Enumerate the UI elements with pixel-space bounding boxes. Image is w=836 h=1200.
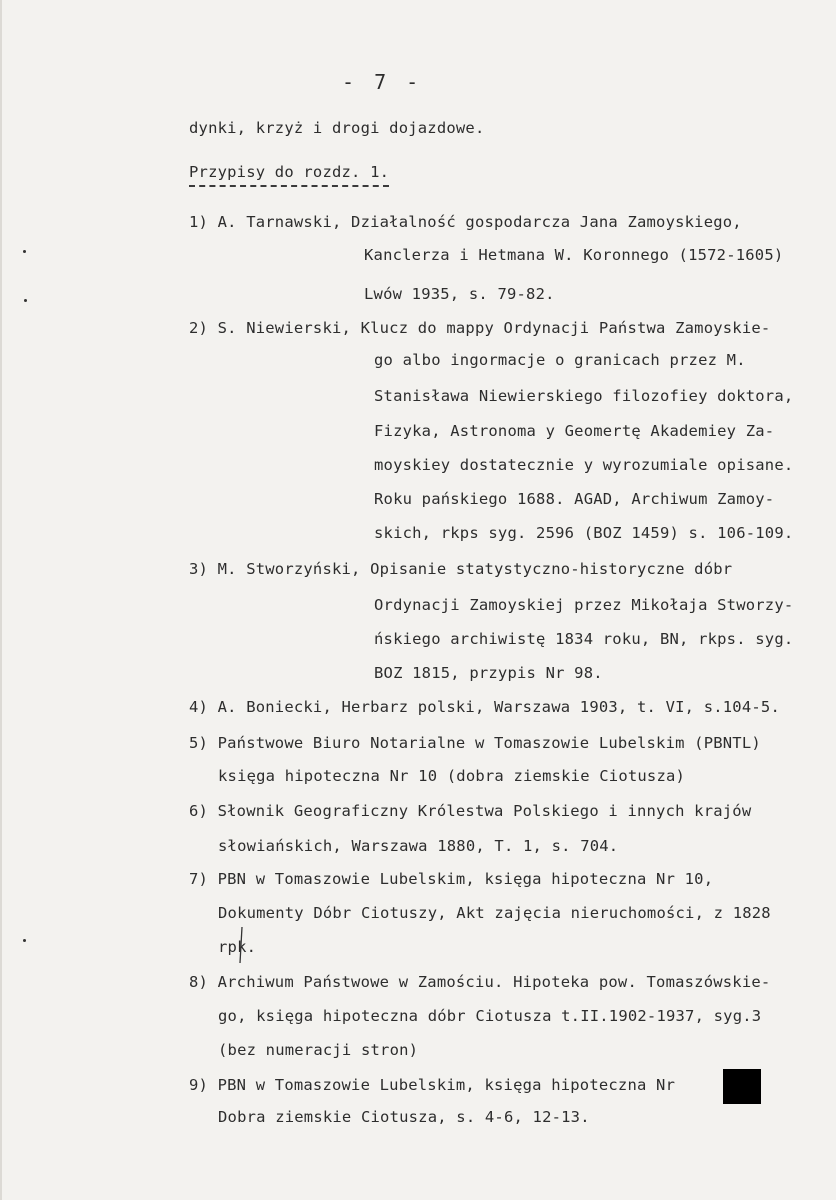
footnote-2-line-6: Roku pańskiego 1688. AGAD, Archiwum Zamoy- (374, 490, 775, 508)
footnote-7-line-2: Dokumenty Dóbr Ciotuszy, Akt zajęcia nieruchomości, z 1828 (218, 904, 771, 922)
footnote-4-line-1: 4) A. Boniecki, Herbarz polski, Warszawa 1903, t. VI, s.104-5. (189, 698, 780, 716)
margin-mark (23, 939, 26, 942)
footnote-9-line-2: Dobra ziemskie Ciotusza, s. 4-6, 12-13. (218, 1108, 590, 1126)
margin-mark (23, 250, 26, 253)
footnote-3-line-1: 3) M. Stworzyński, Opisanie statystyczno-historyczne dóbr (189, 560, 733, 578)
footnote-6-line-1: 6) Słownik Geograficzny Królestwa Polskiego i innych krajów (189, 802, 752, 820)
footnotes-heading: Przypisy do rozdz. 1. (189, 162, 389, 187)
footnote-2-line-5: moyskiey dostatecznie y wyrozumiale opisane. (374, 456, 794, 474)
footnote-7-line-3: rpk. (218, 938, 257, 956)
page-number: - 7 - (342, 70, 423, 94)
footnote-8-line-2: go, księga hipoteczna dóbr Ciotusza t.II.1902-1937, syg.3 (218, 1007, 762, 1025)
footnote-3-line-2: Ordynacji Zamoyskiej przez Mikołaja Stworzy- (374, 596, 794, 614)
footnote-3-line-4: BOZ 1815, przypis Nr 98. (374, 664, 603, 682)
footnote-8-line-3: (bez numeracji stron) (218, 1041, 419, 1059)
handwritten-mark (235, 925, 249, 965)
footnote-5-line-2: księga hipoteczna Nr 10 (dobra ziemskie Ciotusza) (218, 767, 686, 785)
intro-line: dynki, krzyż i drogi dojazdowe. (189, 119, 485, 137)
footnote-5-line-1: 5) Państwowe Biuro Notarialne w Tomaszowie Lubelskim (PBNTL) (189, 734, 761, 752)
footnote-2-line-4: Fizyka, Astronoma y Geomertę Akademiey Za- (374, 422, 775, 440)
footnote-2-line-1: 2) S. Niewierski, Klucz do mappy Ordynacji Państwa Zamoyskie- (189, 319, 771, 337)
footnote-3-line-3: ńskiego archiwistę 1834 roku, BN, rkps. syg. (374, 630, 794, 648)
footnote-9-line-1: 9) PBN w Tomaszowie Lubelskim, księga hipoteczna Nr (189, 1076, 676, 1094)
footnote-1-line-2: Kanclerza i Hetmana W. Koronnego (1572-1605) (364, 246, 784, 264)
footnote-7-line-1: 7) PBN w Tomaszowie Lubelskim, księga hipoteczna Nr 10, (189, 870, 714, 888)
footnote-1-line-1: 1) A. Tarnawski, Działalność gospodarcza Jana Zamoyskiego, (189, 213, 742, 231)
footnote-2-line-2: go albo ingormacje o granicach przez M. (374, 351, 746, 369)
footnote-2-line-3: Stanisława Niewierskiego filozofiey doktora, (374, 387, 794, 405)
footnote-2-line-7: skich, rkps syg. 2596 (BOZ 1459) s. 106-109. (374, 524, 794, 542)
margin-mark (24, 299, 27, 302)
footnote-6-line-2: słowiańskich, Warszawa 1880, T. 1, s. 704. (218, 837, 619, 855)
footnote-1-line-3: Lwów 1935, s. 79-82. (364, 285, 555, 303)
redaction-block (723, 1069, 761, 1104)
footnote-8-line-1: 8) Archiwum Państwowe w Zamościu. Hipoteka pow. Tomaszówskie- (189, 973, 771, 991)
